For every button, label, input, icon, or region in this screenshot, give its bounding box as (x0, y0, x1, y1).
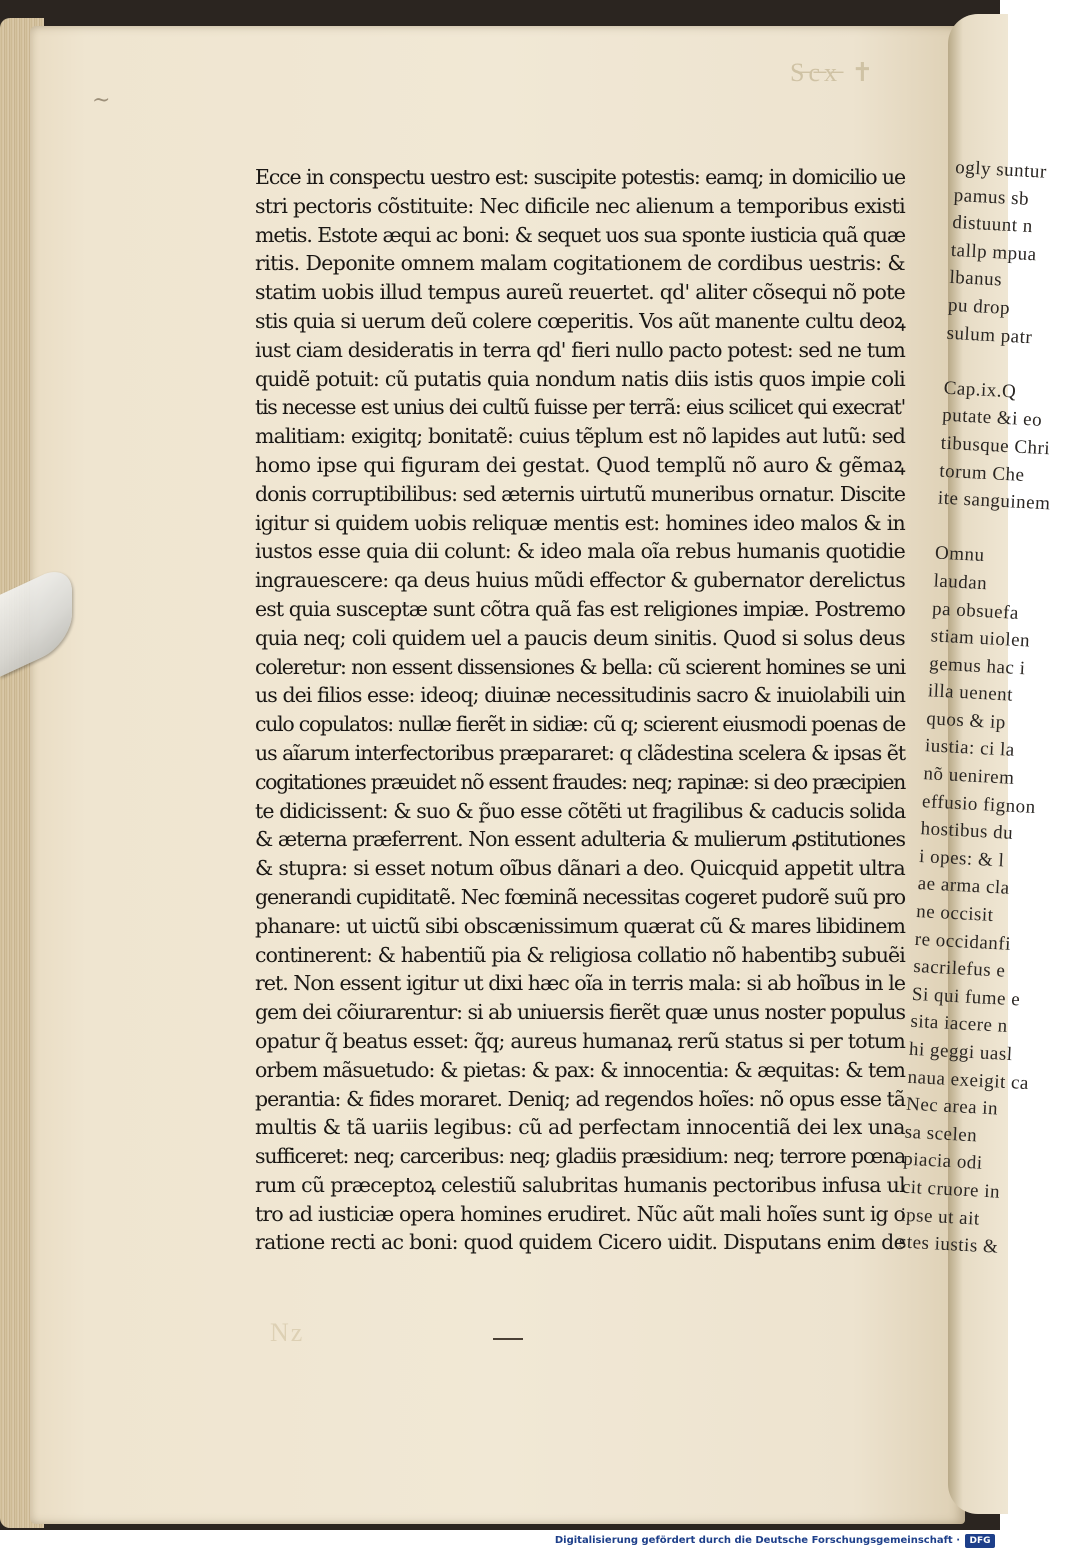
right-page-line: laudan (933, 570, 988, 595)
right-page-line: naua exeigit ca (907, 1066, 1030, 1094)
text-line: gem dei cõiurarentur: si ab uniuersis fierẽt quæ unus noster populus (255, 1000, 905, 1025)
right-page-line: piacia odi (902, 1149, 984, 1175)
right-page-line (936, 512, 1017, 544)
right-page-line: Omnu (934, 542, 986, 567)
text-line: us aĩarum interfectoribus præpararet: q clãdestina scelera & ipsas ẽt (255, 740, 905, 765)
right-page-line: tallp mpua (950, 239, 1038, 266)
right-page-line: stiam uiolen (930, 625, 1031, 652)
right-page-line: ipse ut ait (899, 1204, 981, 1230)
right-page-line: nõ uenirem (922, 763, 1015, 789)
right-page-line: iustia: ci la (924, 735, 1016, 762)
right-page-line: distuunt n (951, 212, 1034, 238)
right-page-line: tibusque Chri (940, 432, 1051, 460)
footer-dash (493, 1338, 523, 1340)
text-line: quia neq; coli quidem uel a paucis deum sinitis. Quod si solus deus (255, 625, 905, 650)
text-line: ratione recti ac boni: quod quidem Cicero uidit. Disputans enim de (255, 1230, 905, 1255)
text-line: iustos esse quia dii colunt: & ideo mala oĩa rebus humanis quotidie (255, 539, 905, 564)
credit-bar (0, 1530, 1000, 1552)
right-page-edge (898, 14, 1051, 1514)
text-line: perantia: & fides moraret. Deniq; ad regendos hoĩes: nõ opus esse tã (255, 1086, 905, 1111)
text-line: generandi cupiditatẽ. Nec fœminã necessitas cogeret pudorẽ suũ pro (255, 884, 905, 909)
right-page-line: effusio fignon (921, 790, 1037, 818)
right-page-line: ae arma cla (917, 873, 1011, 900)
text-line: us dei filios esse: ideoq; diuinæ necessitudinis sacro & inuiolabili uin (255, 683, 905, 708)
right-page-line: pamus sb (953, 184, 1030, 210)
right-page-line: hi geggi uasl (908, 1038, 1014, 1066)
credit-text: Digitalisierung gefördert durch die Deutsche Forschungsgemeinschaft · (554, 1535, 960, 1546)
text-line: statim uobis illud tempus aureũ reuertet. qd' aliter cõsequi nõ pote (255, 280, 905, 305)
right-page-line: sulum patr (946, 322, 1033, 348)
text-line: tis necesse est unius dei cultũ fuisse per terrã: eius scilicet qui execrat' (255, 395, 905, 420)
text-line: iust ciam desideratis in terra qd' fieri nullo pacto potest: sed ne tum (255, 337, 905, 362)
text-line: stri pectoris cõstituite: Nec dificile nec alienum a temporibus existi (255, 193, 905, 218)
text-line: malitiam: exigitq; bonitatẽ: cuius tẽplum est nõ lapides aut lutũ: sed (255, 424, 905, 449)
right-page-line: Cap.ix.Q (943, 377, 1017, 403)
right-page-line: Si qui fume e (911, 983, 1021, 1011)
text-line: Ecce in conspectu uestro est: suscipite potestis: eamq; in domicilio ue (255, 165, 905, 189)
right-page-line: pu drop (947, 294, 1011, 319)
text-line: ingrauescere: qa deus huius mũdi effector & gubernator derelictus (255, 568, 905, 593)
text-line: igitur si quidem uobis reliquæ mentis est: homines ideo malos & in (255, 510, 905, 535)
text-line: te didicissent: & suo & p̃uo esse cõtẽti ut fragilibus & caducis solida (255, 798, 906, 823)
right-page-line: putate &i eo (941, 404, 1043, 432)
right-page-line: i opes: & l (918, 845, 1005, 872)
text-line: multis & tã uariis legibus: cũ ad perfectam innocentiã dei lex una (255, 1115, 905, 1140)
ghost-show-through-top: S̶c̶x̶ ✝ (790, 58, 878, 87)
right-page-line: hostibus du (920, 818, 1014, 845)
margin-mark: ~ (92, 88, 111, 113)
right-page-line: sa scelen (904, 1121, 978, 1147)
right-page-line: cit cruore in (901, 1176, 1001, 1203)
main-text-block (255, 163, 905, 1257)
right-page-line: torum Che (938, 460, 1026, 486)
text-line: coleretur: non essent dissensiones & bella: cũ scierent homines se uni (255, 654, 905, 679)
text-line: cogitationes præuidet nõ essent fraudes: neq; rapinæ: si deo præcipien (255, 769, 905, 794)
ghost-signature-mark: Nz (270, 1318, 305, 1347)
text-line: stis quia si uerum deũ colere cœperitis. Vos aũt manente cultu deoꝝ (255, 308, 905, 333)
text-line: metis. Estote æqui ac boni: & sequet uos sua sponte iusticia quã quæ (255, 222, 905, 247)
text-line: quidẽ potuit: cũ putatis quia nondum natis diis istis quos impie coli (255, 366, 905, 391)
text-line: homo ipse qui figuram dei gestat. Quod templũ nõ auro & gẽmaꝝ (255, 452, 905, 477)
right-page-line: stes iustis & (898, 1231, 999, 1258)
text-line: ret. Non essent igitur ut dixi hæc oĩa in terris mala: si ab hoĩbus in le (255, 971, 905, 996)
text-line: & stupra: si esset notum oĩbus dãnari a deo. Quicquid appetit ultra (255, 856, 905, 881)
right-page-line: re occidanfi (914, 928, 1012, 955)
right-page-line: lbanus (948, 267, 1003, 291)
text-line: tro ad iusticiæ opera homines erudiret. Nũc aũt mali hoĩes sunt ig o (255, 1201, 905, 1226)
text-line: culo copulatos: nullæ fierẽt in sidiæ: cũ q; scierent eiusmodi poenas de (255, 712, 905, 737)
right-page-line: Nec area in (905, 1093, 999, 1120)
text-line: est quia susceptæ sunt cõtra quã fas est religiones impiæ. Postremo (255, 596, 905, 621)
right-page-line (944, 347, 1025, 379)
right-page-line: ite sanguinem (937, 487, 1051, 515)
right-page-line: illa uenent (927, 680, 1014, 706)
right-page-line: sita iacere n (909, 1011, 1009, 1038)
text-line: sufficeret: neq; carceribus: neq; gladiis præsidium: neq; terrore pœna (255, 1144, 905, 1169)
right-page-line: sacrilefus e (912, 956, 1006, 982)
text-line: & æterna præferrent. Non essent adulteria & mulierum ꝓstitutiones (255, 827, 905, 852)
text-line: orbem mãsuetudo: & pietas: & pax: & innocentia: & æquitas: & tem (255, 1057, 905, 1082)
text-line: opatur q̃ beatus esset: q̃q; aureus humanaꝝ rerũ status si per totum (255, 1028, 906, 1053)
text-line: rum cũ præceptoꝝ celestiũ salubritas humanis pectoribus infusa ul (255, 1172, 905, 1197)
text-line: donis corruptibilibus: sed æternis uirtutũ muneribus ornatur. Discite (255, 481, 905, 506)
text-line: continerent: & habentiũ pia & religiosa collatio nõ habentibꝫ subuẽi (255, 942, 905, 967)
right-page-line: ogly suntur (954, 156, 1048, 183)
right-page-line: pa obsuefa (931, 597, 1020, 624)
right-page-line: gemus hac i (928, 653, 1026, 680)
right-page-line: ne occisit (915, 901, 995, 927)
text-line: phanare: ut uictũ sibi obscænissimum quærat cũ & mares libidinem (255, 913, 905, 938)
dfg-logo: DFG (965, 1534, 995, 1548)
right-page-line: quos & ip (925, 708, 1007, 734)
text-line: ritis. Deponite omnem malam cogitationem de cordibus uestris: & (255, 251, 906, 276)
